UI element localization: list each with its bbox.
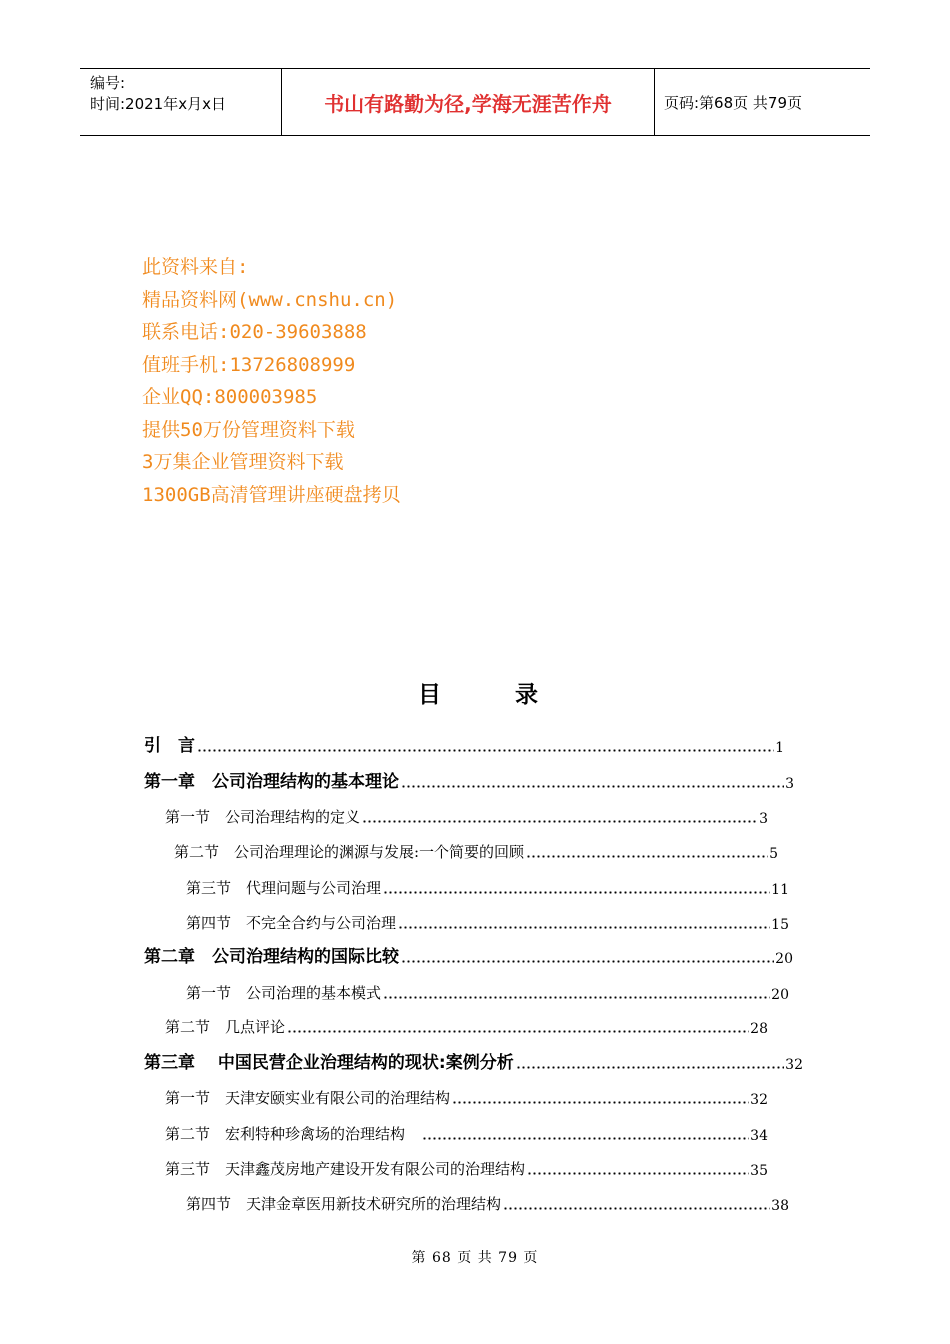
toc-leader-dots — [452, 1101, 749, 1104]
toc-leader-dots — [503, 1207, 770, 1210]
toc-entry-section[interactable] — [165, 1015, 768, 1037]
header-divider — [654, 69, 655, 135]
header-meta — [90, 73, 226, 115]
toc-entry-section[interactable] — [186, 1192, 789, 1214]
toc-entry-chapter-1[interactable] — [144, 770, 794, 792]
header-page-info: 页码:第68页 共79页 — [664, 93, 802, 112]
toc-entry-page: 35 — [750, 1163, 768, 1179]
toc-entry-page: 20 — [775, 951, 793, 967]
toc-leader-dots — [398, 926, 770, 929]
toc-entry-label: 第一章 公司治理结构的基本理论 — [144, 772, 399, 792]
source-line: 企业QQ:800003985 — [142, 386, 318, 408]
header-number-label: 编号: — [90, 74, 126, 92]
toc-entry-section[interactable] — [165, 1086, 768, 1108]
toc-leader-dots — [526, 855, 768, 858]
toc-entry-label: 第三节 代理问题与公司治理 — [186, 879, 382, 897]
toc-entry-page: 5 — [769, 846, 778, 862]
toc-leader-dots — [383, 996, 770, 999]
toc-title-char: 目 — [418, 682, 441, 708]
toc-entry-label: 第二节 宏利特种珍禽场的治理结构 — [165, 1125, 421, 1143]
header-time-label: 时间:2021年x月x日 — [90, 95, 226, 113]
toc-entry-page: 15 — [771, 917, 789, 933]
toc-entry-page: 1 — [775, 740, 784, 756]
toc-entry-label: 第三节 天津鑫茂房地产建设开发有限公司的治理结构 — [165, 1160, 526, 1178]
toc-entry-page: 28 — [750, 1021, 768, 1037]
toc-leader-dots — [422, 1137, 749, 1140]
toc-entry-section[interactable] — [186, 911, 789, 933]
toc-entry-page: 38 — [771, 1198, 789, 1214]
source-info-block — [142, 251, 401, 511]
toc-entry-section[interactable] — [186, 876, 789, 898]
source-line: 3万集企业管理资料下载 — [142, 451, 344, 473]
toc-title-char: 录 — [515, 682, 538, 708]
toc-entry-label: 第四节 天津金章医用新技术研究所的治理结构 — [186, 1195, 502, 1213]
source-line: 此资料来自: — [142, 256, 249, 278]
toc-entry-label: 第一节 公司治理的基本模式 — [186, 984, 382, 1002]
toc-entry-label: 第二章 公司治理结构的国际比较 — [144, 947, 399, 967]
page-footer: 第 68 页 共 79 页 — [411, 1250, 539, 1266]
source-line: 值班手机:13726808999 — [142, 353, 356, 376]
toc-entry-section[interactable] — [174, 840, 778, 862]
toc-entry-page: 11 — [771, 882, 789, 898]
page-header — [80, 68, 870, 136]
toc-entry-page: 34 — [750, 1128, 768, 1144]
source-line: 联系电话:020-39603888 — [142, 321, 367, 343]
toc-leader-dots — [527, 1172, 749, 1175]
toc-entry-chapter-3[interactable] — [144, 1051, 803, 1073]
toc-entry-page: 32 — [750, 1092, 768, 1108]
toc-entry-label: 第二节 公司治理理论的渊源与发展:一个简要的回顾 — [174, 843, 525, 861]
toc-title — [418, 676, 538, 709]
toc-entry-page: 3 — [785, 776, 794, 792]
toc-entry-section[interactable] — [165, 1122, 768, 1144]
toc-entry-intro[interactable] — [144, 734, 784, 756]
toc-leader-dots — [383, 891, 770, 894]
source-line: 精品资料网(www.cnshu.cn) — [142, 288, 398, 311]
header-motto: 书山有路勤为径,学海无涯苦作舟 — [324, 91, 612, 116]
toc-entry-section[interactable] — [165, 805, 768, 827]
toc-entry-label: 引 言 — [144, 736, 195, 756]
source-line: 1300GB高清管理讲座硬盘拷贝 — [142, 483, 401, 506]
toc-entry-page: 20 — [771, 987, 789, 1003]
toc-entry-label: 第四节 不完全合约与公司治理 — [186, 914, 397, 932]
toc-entry-section[interactable] — [165, 1157, 768, 1179]
toc-entry-chapter-2[interactable] — [144, 945, 793, 967]
toc-leader-dots — [401, 960, 774, 963]
toc-leader-dots — [197, 749, 774, 752]
toc-entry-section[interactable] — [186, 981, 789, 1003]
toc-leader-dots — [287, 1030, 749, 1033]
toc-entry-label: 第一节 公司治理结构的定义 — [165, 808, 361, 826]
toc-leader-dots — [362, 820, 758, 823]
toc-leader-dots — [516, 1066, 784, 1069]
toc-entry-label: 第一节 天津安颐实业有限公司的治理结构 — [165, 1089, 451, 1107]
toc-entry-page: 32 — [785, 1057, 803, 1073]
toc-entry-label: 第三章 中国民营企业治理结构的现状:案例分析 — [144, 1053, 514, 1073]
toc-entry-label: 第二节 几点评论 — [165, 1018, 286, 1036]
source-line: 提供50万份管理资料下载 — [142, 418, 355, 441]
toc-entry-page: 3 — [759, 811, 768, 827]
toc-leader-dots — [401, 785, 784, 788]
